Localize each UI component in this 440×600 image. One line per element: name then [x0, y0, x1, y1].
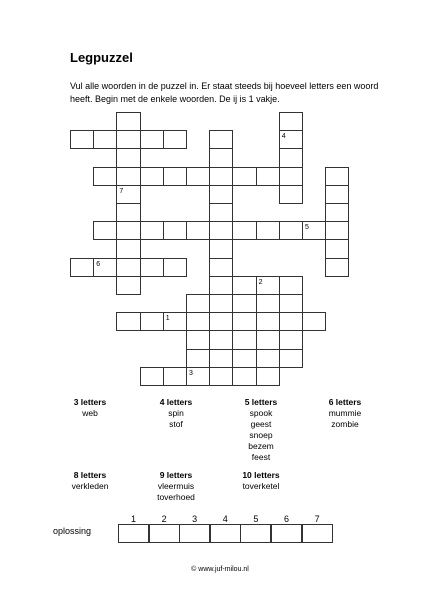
grid-cell[interactable] [279, 276, 303, 295]
grid-cell[interactable] [279, 294, 303, 313]
solution-label: oplossing [53, 526, 92, 536]
grid-cell[interactable] [279, 221, 303, 240]
word-group-heading: 4 letters [159, 397, 193, 407]
grid-cell[interactable] [256, 221, 280, 240]
grid-cell[interactable] [209, 221, 233, 240]
word-item: zombie [331, 419, 359, 429]
grid-cell[interactable] [209, 239, 233, 258]
grid-cell[interactable] [209, 258, 233, 277]
grid-cell[interactable] [256, 276, 280, 295]
word-group-heading: 9 letters [159, 470, 193, 480]
grid-cell[interactable] [279, 330, 303, 349]
grid-cell[interactable] [209, 330, 233, 349]
grid-cell[interactable] [209, 167, 233, 186]
grid-cell[interactable] [163, 312, 187, 331]
word-group-heading: 6 letters [328, 397, 362, 407]
solution-number: 4 [222, 514, 228, 524]
instructions: Vul alle woorden in de puzzel in. Er staat steeds bij hoeveel letters een woord heeft. Begin met de enkele woorden. De ij is 1 vakje. [70, 81, 379, 104]
word-item: bezem [248, 441, 274, 451]
solution-number: 3 [192, 514, 198, 524]
grid-cell[interactable] [140, 367, 164, 386]
grid-cell[interactable] [70, 130, 94, 149]
grid-cell[interactable] [186, 312, 210, 331]
word-group [131, 470, 221, 503]
word-group-heading: 3 letters [73, 397, 107, 407]
grid-cell[interactable] [209, 185, 233, 204]
grid-cell[interactable] [116, 276, 140, 295]
footer-copyright: © www.juf-milou.nl [191, 566, 249, 573]
grid-cell[interactable] [186, 294, 210, 313]
word-item: feest [251, 452, 271, 462]
grid-cell[interactable] [279, 312, 303, 331]
word-group [131, 397, 221, 430]
solution-number: 7 [314, 514, 320, 524]
grid-cell[interactable] [279, 349, 303, 368]
word-item: verkleden [71, 481, 109, 491]
grid-cell[interactable] [325, 167, 349, 186]
grid-cell[interactable] [256, 167, 280, 186]
grid-cell[interactable] [116, 130, 140, 149]
grid-cell[interactable] [279, 130, 303, 149]
word-group [216, 470, 306, 492]
grid-cell[interactable] [232, 221, 256, 240]
grid-cell[interactable] [116, 312, 140, 331]
word-item: toverhoed [157, 492, 195, 502]
grid-cell[interactable] [140, 130, 164, 149]
grid-cell[interactable] [186, 349, 210, 368]
grid-cell[interactable] [209, 203, 233, 222]
grid-cell[interactable] [232, 312, 256, 331]
grid-cell[interactable] [325, 185, 349, 204]
solution-number: 5 [253, 514, 259, 524]
grid-cell[interactable] [186, 367, 210, 386]
solution-box[interactable] [271, 524, 302, 543]
grid-cell[interactable] [93, 258, 117, 277]
grid-cell[interactable] [256, 367, 280, 386]
word-group [45, 397, 135, 419]
grid-cell[interactable] [116, 258, 140, 277]
grid-cell[interactable] [302, 312, 326, 331]
grid-cell[interactable] [70, 258, 94, 277]
grid-cell[interactable] [256, 349, 280, 368]
grid-cell[interactable] [116, 203, 140, 222]
word-item: mummie [328, 408, 362, 418]
grid-clue-number: 2 [258, 278, 263, 286]
grid-cell[interactable] [256, 330, 280, 349]
grid-cell[interactable] [279, 148, 303, 167]
grid-cell[interactable] [256, 294, 280, 313]
grid-cell[interactable] [186, 221, 210, 240]
solution-number: 1 [130, 514, 136, 524]
grid-cell[interactable] [140, 167, 164, 186]
grid-cell[interactable] [163, 367, 187, 386]
grid-clue-number: 1 [165, 315, 170, 323]
grid-cell[interactable] [209, 312, 233, 331]
grid-cell[interactable] [186, 330, 210, 349]
grid-cell[interactable] [325, 258, 349, 277]
grid-cell[interactable] [232, 330, 256, 349]
grid-cell[interactable] [325, 203, 349, 222]
word-item: snoep [249, 430, 273, 440]
solution-box[interactable] [149, 524, 180, 543]
grid-cell[interactable] [209, 276, 233, 295]
solution-box[interactable] [179, 524, 210, 543]
grid-cell[interactable] [93, 167, 117, 186]
solution-box[interactable] [240, 524, 271, 543]
word-group [45, 470, 135, 492]
word-item: toverketel [242, 481, 280, 491]
grid-cell[interactable] [163, 258, 187, 277]
grid-cell[interactable] [116, 185, 140, 204]
word-group [300, 397, 390, 430]
grid-cell[interactable] [163, 221, 187, 240]
grid-cell[interactable] [279, 167, 303, 186]
grid-cell[interactable] [279, 112, 303, 131]
solution-box[interactable] [118, 524, 149, 543]
grid-clue-number: 7 [119, 187, 124, 195]
solution-number: 6 [283, 514, 289, 524]
grid-cell[interactable] [116, 167, 140, 186]
grid-cell[interactable] [116, 148, 140, 167]
word-item: vleermuis [157, 481, 195, 491]
word-item: stof [169, 419, 183, 429]
grid-cell[interactable] [279, 185, 303, 204]
grid-cell[interactable] [140, 258, 164, 277]
grid-cell[interactable] [325, 239, 349, 258]
grid-cell[interactable] [93, 130, 117, 149]
grid-cell[interactable] [232, 294, 256, 313]
grid-cell[interactable] [232, 349, 256, 368]
word-group-heading: 5 letters [244, 397, 278, 407]
grid-cell[interactable] [325, 221, 349, 240]
word-item: spin [168, 408, 184, 418]
grid-cell[interactable] [232, 367, 256, 386]
grid-cell[interactable] [163, 130, 187, 149]
grid-cell[interactable] [232, 167, 256, 186]
solution-number: 2 [161, 514, 167, 524]
word-item: geest [250, 419, 272, 429]
grid-clue-number: 3 [189, 369, 193, 377]
grid-cell[interactable] [140, 312, 164, 331]
page-title: Legpuzzel [70, 50, 133, 65]
grid-cell[interactable] [163, 167, 187, 186]
grid-cell[interactable] [116, 239, 140, 258]
grid-cell[interactable] [209, 130, 233, 149]
grid-cell[interactable] [140, 221, 164, 240]
grid-cell[interactable] [256, 312, 280, 331]
grid-cell[interactable] [232, 276, 256, 295]
grid-cell[interactable] [209, 367, 233, 386]
grid-clue-number: 5 [305, 224, 309, 232]
grid-cell[interactable] [186, 167, 210, 186]
word-group-heading: 8 letters [73, 470, 107, 480]
grid-cell[interactable] [116, 112, 140, 131]
grid-clue-number: 6 [96, 260, 101, 268]
solution-box[interactable] [210, 524, 241, 543]
word-item: spook [249, 408, 273, 418]
word-item: web [82, 408, 98, 418]
grid-cell[interactable] [116, 221, 140, 240]
grid-cell[interactable] [209, 294, 233, 313]
grid-cell[interactable] [302, 221, 326, 240]
grid-clue-number: 4 [281, 133, 286, 141]
solution-box[interactable] [302, 524, 333, 543]
grid-cell[interactable] [93, 221, 117, 240]
grid-cell[interactable] [209, 148, 233, 167]
grid-cell[interactable] [209, 349, 233, 368]
word-group-heading: 10 letters [242, 470, 280, 480]
word-group [216, 397, 306, 463]
